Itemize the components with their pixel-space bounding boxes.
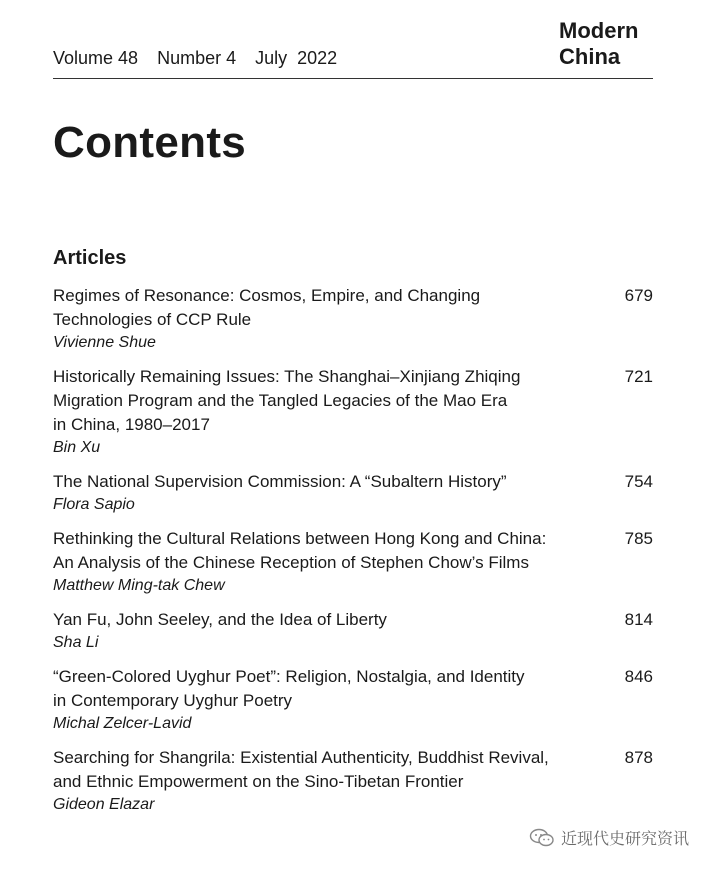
toc-entry[interactable]	[53, 527, 653, 597]
article-title[interactable]	[53, 470, 573, 494]
article-title[interactable]	[53, 665, 573, 713]
journal-header	[53, 18, 653, 79]
article-author: Sha Li	[53, 634, 99, 651]
article-page-number: 785	[624, 529, 653, 548]
article-title-line: and Ethnic Empowerment on the Sino-Tibetan Frontier	[53, 772, 464, 791]
article-author: Michal Zelcer-Lavid	[53, 715, 192, 732]
article-title-line: in Contemporary Uyghur Poetry	[53, 691, 293, 710]
toc-entry[interactable]	[53, 746, 653, 816]
article-author: Matthew Ming-tak Chew	[53, 577, 225, 594]
article-title[interactable]	[53, 746, 573, 794]
watermark	[529, 826, 689, 849]
toc-entry[interactable]	[53, 284, 653, 354]
article-title-line: Yan Fu, John Seeley, and the Idea of Liberty	[53, 610, 387, 629]
journal-title-line1: Modern	[559, 18, 639, 43]
issue-info	[53, 48, 351, 69]
article-page-number: 878	[624, 748, 653, 767]
page-title: Contents	[53, 118, 247, 167]
article-title-line: Technologies of CCP Rule	[53, 310, 252, 329]
toc-entry[interactable]	[53, 470, 653, 516]
article-page-number: 721	[624, 367, 653, 386]
article-author: Gideon Elazar	[53, 796, 155, 813]
article-page-number: 846	[624, 667, 653, 686]
section-heading: Articles	[53, 247, 127, 269]
article-title[interactable]	[53, 365, 573, 437]
table-of-contents	[53, 284, 653, 827]
issue-date: July 2022	[255, 48, 338, 68]
journal-title	[559, 18, 638, 70]
article-title-line: An Analysis of the Chinese Reception of Stephen Chow’s Films	[53, 553, 529, 572]
toc-entry[interactable]	[53, 665, 653, 735]
wechat-icon	[529, 828, 555, 848]
article-author: Flora Sapio	[53, 496, 135, 513]
issue-number: Number 4	[157, 48, 237, 68]
article-title-line: The National Supervision Commission: A “Subaltern History”	[53, 472, 507, 491]
article-page-number: 679	[624, 286, 653, 305]
article-page-number: 814	[624, 610, 653, 629]
toc-entry[interactable]	[53, 608, 653, 654]
toc-entry[interactable]	[53, 365, 653, 459]
article-title-line: in China, 1980–2017	[53, 415, 210, 434]
article-title-line: “Green-Colored Uyghur Poet”: Religion, Nostalgia, and Identity	[53, 667, 525, 686]
article-title-line: Regimes of Resonance: Cosmos, Empire, and Changing	[53, 286, 481, 305]
volume: Volume 48	[53, 48, 139, 68]
article-title-line: Migration Program and the Tangled Legacies of the Mao Era	[53, 391, 508, 410]
article-title[interactable]	[53, 608, 573, 632]
article-title-line: Searching for Shangrila: Existential Authenticity, Buddhist Revival,	[53, 748, 549, 767]
article-title-line: Rethinking the Cultural Relations between Hong Kong and China:	[53, 529, 547, 548]
article-author: Bin Xu	[53, 439, 101, 456]
article-title[interactable]	[53, 284, 573, 332]
journal-title-line2: China	[559, 44, 621, 69]
article-page-number: 754	[624, 472, 653, 491]
article-author: Vivienne Shue	[53, 334, 156, 351]
watermark-text: 近现代史研究资讯	[560, 831, 689, 848]
article-title[interactable]	[53, 527, 573, 575]
article-title-line: Historically Remaining Issues: The Shanghai–Xinjiang Zhiqing	[53, 367, 521, 386]
